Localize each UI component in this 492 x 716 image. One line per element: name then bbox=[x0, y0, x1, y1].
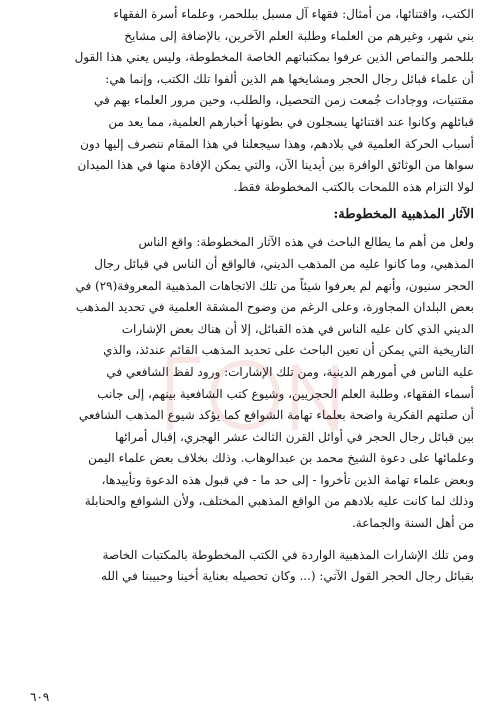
text-line: بني شهر، وغيرهم من العلماء وطلبة العلم الآخرين، بالإضافة إلى مشايخ bbox=[124, 28, 474, 43]
text-line: ولعل من أهم ما يطالع الباحث في هذه الآثار المخطوطة: واقع الناس bbox=[138, 235, 474, 250]
text-line: أن صلتهم الفكرية واضحة بعلماء تهامة الشوافع كما يؤكد شيوع المذهب الشافعي bbox=[78, 408, 474, 423]
text-line: بين قبائل رجال الحجر في أوائل القرن الثالث عشر الهجري، إقبال أمرائها bbox=[115, 429, 474, 444]
paragraph-references bbox=[22, 545, 474, 588]
text-line: أسباب الحركة العلمية في بلادهم، وهذا سيجعلنا في هذا المقام ننصرف إليها دون bbox=[80, 136, 474, 151]
text-line: الحجر سنيون، وأنهم لم يعرفوا شيئاً من تلك الاتجاهات المذهبية المعروفة(٢٩) في bbox=[75, 278, 474, 293]
page-number: ٦٠٩ bbox=[30, 690, 50, 704]
text-line: أن علماء قبائل رجال الحجر ومشايخها هم الذين ألفوا تلك الكتب، وإنما هي: bbox=[105, 71, 474, 86]
text-line: لولا التزام هذه اللمحات بالكتب المخطوطة فقط. bbox=[233, 179, 474, 194]
text-line: التاريخية التي يمكن أن تعين الباحث على تحديد المذهب القائم عندئذ، والذي bbox=[103, 343, 474, 358]
section-heading: الآثار المذهبية المخطوطة: bbox=[333, 207, 474, 223]
text-line: وبعض علماء تهامة الذين تأخروا - إلى حد ما - في قبول هذه الدعوة وتأييدها، bbox=[101, 472, 474, 487]
paragraph-gap bbox=[22, 535, 474, 545]
text-line: عليه الناس في أمورهم الدينية، ومن تلك الإشارات: ورود لفظ الشافعي في bbox=[106, 364, 474, 379]
text-line: بللحمر والنماص الذين عرفوا بمكتباتهم الخاصة المخطوطة، وليس يعني هذا القول bbox=[74, 50, 474, 65]
text-line: من أهل السنة والجماعة. bbox=[351, 516, 474, 531]
text-line: بعض البلدان المجاورة، وعلى الرغم من وضوح المشقة العلمية في تحديد المذهب bbox=[75, 300, 474, 315]
text-line: المذهبي، وما كانوا عليه من المذهب الديني، فالواقع أن الناس في قبائل رجال bbox=[94, 256, 474, 271]
text-line: وذلك لما كانت عليه بلادهم من الواقع المذهبي المختلف، ولأن الشوافع والحنابلة bbox=[84, 494, 474, 509]
text-line: الكتب، واقتنائها، من أمثال: فقهاء آل مسبل ببللحمر، وعلماء أسرة الفقهاء bbox=[113, 7, 474, 21]
paragraph-collectors bbox=[22, 4, 474, 198]
text-line: ومن تلك الإشارات المذهبية الواردة في الكتب المخطوطة بالمكتبات الخاصة bbox=[102, 547, 474, 562]
text-line: سواها من الوثائق الوافرة بين أيدينا الآن، والتي يمكن الإفادة منها في هذا الميدان bbox=[77, 158, 474, 173]
text-line: أسماء الفقهاء، وطلبة العلم الحجريين، وشيوع كتب الشافعية بينهم، إلى جانب bbox=[97, 386, 474, 401]
text-line: مقتنيات، ووجادات جُمعت زمن التحصيل، والطلب، وحين مرور العلماء بهم في bbox=[93, 93, 474, 108]
text-line: وعلمائها على دعوة الشيخ محمد بن عبدالوهاب. وذلك بخلاف بعض علماء اليمن bbox=[88, 451, 474, 466]
text-line: الديني الذي كان عليه الناس في هذه القبائل، إلا أن هناك بعض الإشارات bbox=[121, 321, 474, 336]
paragraph-doctrinal-traces bbox=[22, 232, 474, 534]
text-line: قبائلهم وكانوا عند اقتنائها يسجلون في بطونها أخبارهم العلمية، مما يعد من bbox=[108, 114, 474, 129]
text-line: بقبائل رجال الحجر القول الآتي: (... وكان تحصيله بعناية أخينا وحبيبنا في الله bbox=[100, 569, 474, 584]
